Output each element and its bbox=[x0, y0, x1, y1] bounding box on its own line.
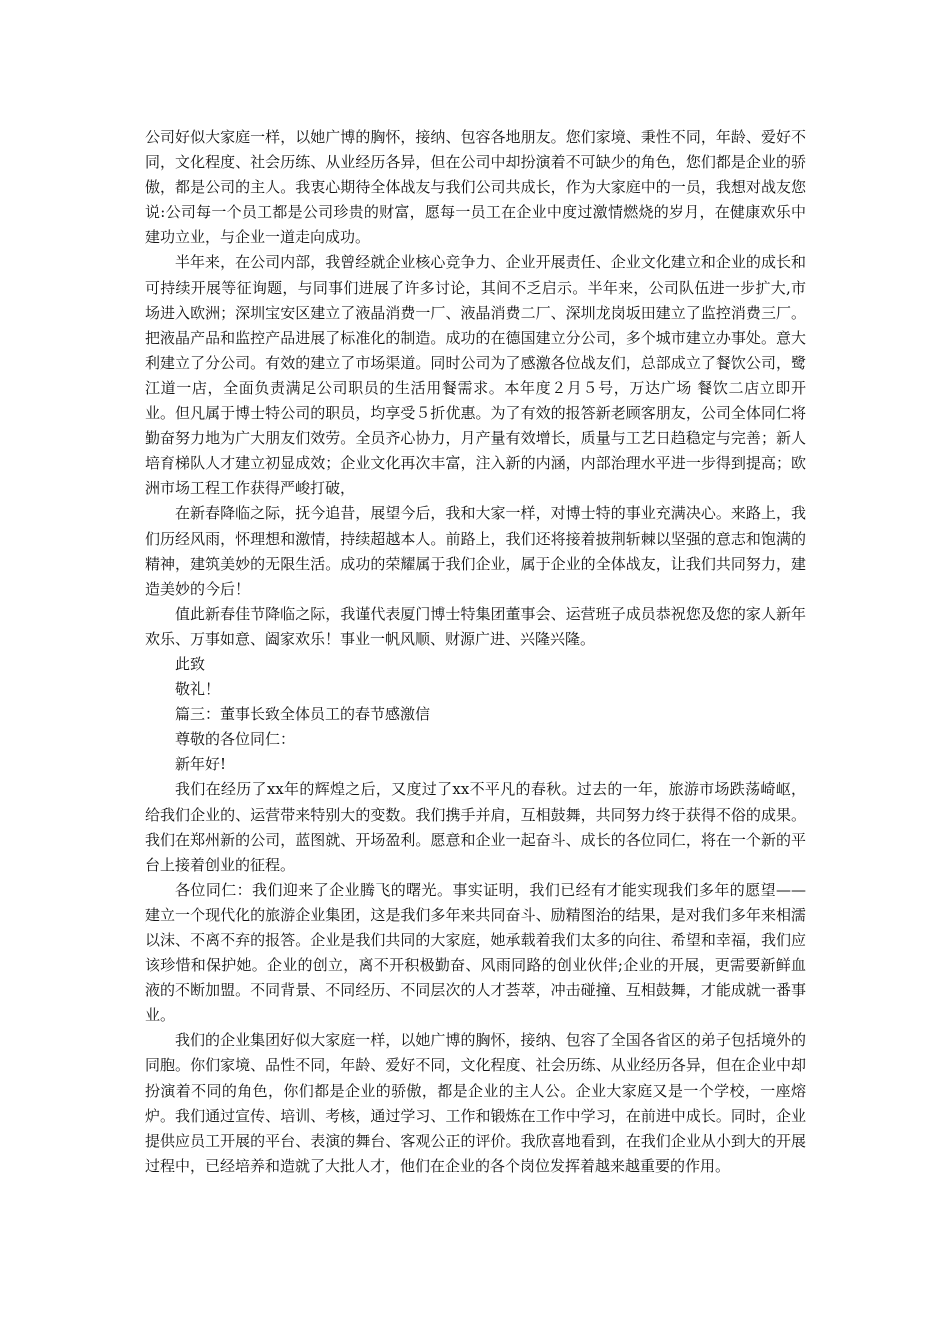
paragraph: 公司好似大家庭一样，以她广博的胸怀，接纳、包容各地朋友。您们家境、秉性不同，年龄、爱好不同，文化程度、社会历练、从业经历各异，但在公司中却扮演着不可缺少的角色，您们都是企业的骄傲，都是公司的主人。我衷心期待全体战友与我们公司共成长，作为大家庭中的一员，我想对战友您说:公司每一个员工都是公司珍贵的财富，愿每一员工在企业中度过激情燃烧的岁月，在健康欢乐中建功立业，与企业一道走向成功。 bbox=[145, 128, 806, 247]
greeting-line: 新年好! bbox=[175, 755, 227, 774]
section-heading: 篇三：董事长致全体员工的春节感激信 bbox=[175, 705, 431, 724]
closing-line: 此致 bbox=[175, 654, 206, 673]
paragraph: 各位同仁：我们迎来了企业腾飞的曙光。事实证明，我们已经有才能实现我们多年的愿望—— 建立一个现代化的旅游企业集团，这是我们多年来共同奋斗、励精图治的结果，是对我们多年来相濡以沫、不离不弃的报答。企业是我们共同的大家庭，她承载着我们太多的向往、希望和幸福，我们应该珍惜和保护她。企业的创立，离不开积极勤奋、风雨同路的创业伙伴;企业的开展，更需要新鲜血液的不断加盟。不同背景、不同经历、不同层次的人才荟萃，冲击碰撞、互相鼓舞，才能成就一番事业。 bbox=[145, 880, 806, 1025]
greeting-line: 尊敬的各位同仁： bbox=[175, 730, 296, 749]
paragraph: 值此新春佳节降临之际，我谨代表厦门博士特集团董事会、运营班子成员恭祝您及您的家人新年欢乐、万事如意、阖家欢乐！事业一帆风顺、财源广进、兴隆兴隆。 bbox=[145, 604, 806, 648]
paragraph: 在新春降临之际，抚今追昔，展望今后，我和大家一样，对博士特的事业充满决心。来路上，我们历经风雨，怀理想和激情，持续超越本人。前路上，我们还将接着披荆斩棘以坚强的意志和饱满的精神，建筑美妙的无限生活。成功的荣耀属于我们企业，属于企业的全体战友，让我们共同努力，建造美妙的今后！ bbox=[145, 504, 806, 598]
paragraph: 我们的企业集团好似大家庭一样，以她广博的胸怀，接纳、包容了全国各省区的弟子包括境外的同胞。你们家境、品性不同，年龄、爱好不同，文化程度、社会历练、从业经历各异，但在企业中却扮演着不同的角色，你们都是企业的骄傲，都是企业的主人公。企业大家庭又是一个学校，一座熔炉。我们通过宣传、培训、考核，通过学习、工作和锻炼在工作中学习，在前进中成长。同时，企业提供应员工开展的平台、表演的舞台、客观公正的评价。我欣喜地看到，在我们企业从小到大的开展过程中，已经培养和造就了大批人才，他们在企业的各个岗位发挥着越来越重要的作用。 bbox=[145, 1031, 806, 1175]
paragraph: 我们在经历了xx年的辉煌之后，又度过了xx不平凡的春秋。过去的一年，旅游市场跌荡崎岖，给我们企业的、运营带来特别大的变数。我们携手并肩，互相鼓舞，共同努力终于获得不俗的成果。我们在郑州新的公司，蓝图就、开场盈利。愿意和企业一起奋斗、成长的各位同仁，将在一个新的平台上接着创业的征程。 bbox=[145, 780, 806, 874]
document-page bbox=[145, 125, 806, 1179]
salutation-line: 敬礼！ bbox=[175, 680, 221, 699]
paragraph: 半年来，在公司内部，我曾经就企业核心竞争力、企业开展责任、企业文化建立和企业的成长和可持续开展等征询题，与同事们进展了许多讨论，其间不乏启示。半年来，公司队伍进一步扩大,市场进入欧洲；深圳宝安区建立了液晶消费一厂、液晶消费二厂、深圳龙岗坂田建立了监控消费三厂。把液晶产品和监控产品进展了标准化的制造。成功的在德国建立分公司，多个城市建立办事处。意大利建立了分公司。有效的建立了市场渠道。同时公司为了感激各位战友们，总部成立了餐饮公司，鹭江道一店，全面负责满足公司职员的生活用餐需求。本年度２月５号，万达广场 餐饮二店立即开业。但凡属于博士特公司的职员，均享受５折优惠。为了有效的报答新老顾客朋友，公司全体同仁将勤奋努力地为广大朋友们效劳。全员齐心协力，月产量有效增长，质量与工艺日趋稳定与完善；新人培育梯队人才建立初显成效；企业文化再次丰富，注入新的内涵，内部治理水平进一步得到提高；欧洲市场工程工作获得严峻打破， bbox=[145, 253, 806, 498]
